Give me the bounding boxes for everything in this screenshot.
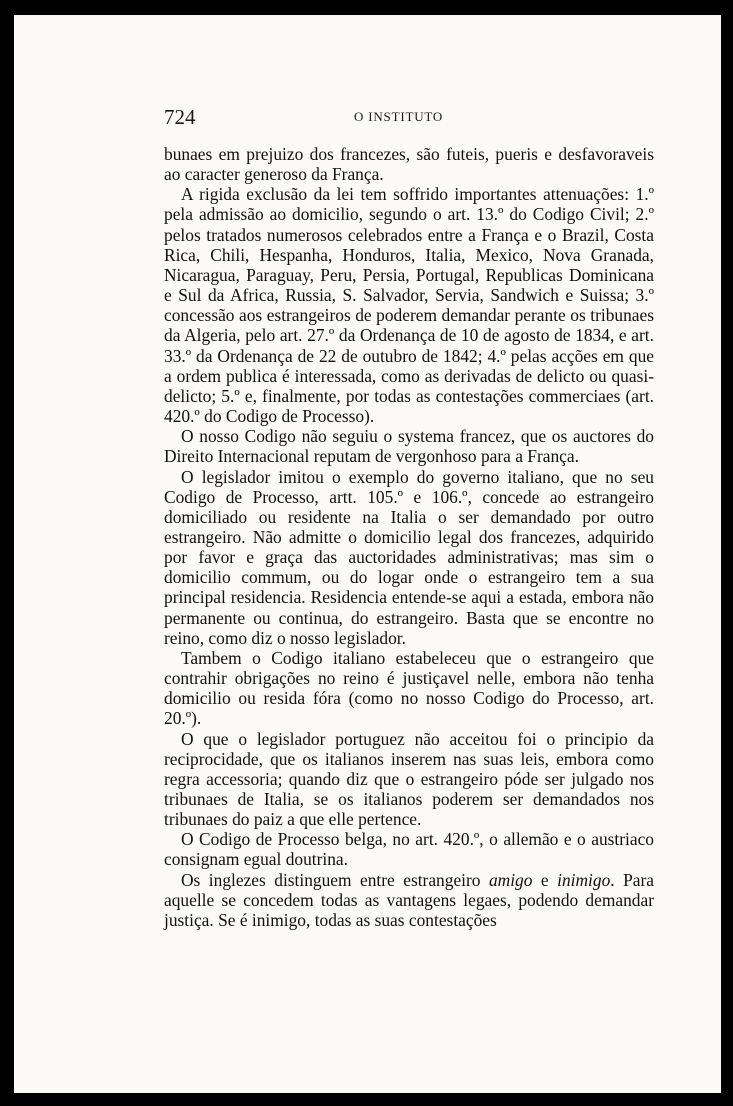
paragraph-1: bunaes em prejuizo dos francezes, são futeis, pueris e desfavoraveis ao caracter generoso da França. bbox=[164, 144, 654, 185]
page-number: 724 bbox=[164, 105, 196, 129]
book-page bbox=[14, 15, 721, 1093]
term-inimigo: inimigo bbox=[557, 869, 611, 890]
paragraph-8-before: Os inglezes distinguem entre estrangeiro bbox=[181, 869, 489, 890]
paragraph-4: O legislador imitou o exemplo do governo italiano, que no seu Codigo de Processo, artt. 105.º e 106.º, concede ao estrangeiro domiciliado ou residente na Italia o ser demandado por outro estrangeiro. Não admitte o domicilio legal dos francezes, adquirido por favor e graça das auctoridades administrativas; mas sim o domicilio commum, ou do logar onde o estrangeiro tem a sua principal residencia. Residencia entende-se aqui a estada, embora não permanente ou continua, do estrangeiro. Basta que se encontre no reino, como diz o nosso legislador. bbox=[164, 466, 654, 648]
paragraph-8 bbox=[164, 870, 654, 930]
page-header bbox=[164, 105, 654, 135]
paragraph-8-after: . Para aquelle se concedem todas as vantagens legaes, podendo demandar justiça. Se é inimigo, todas as suas contestações bbox=[164, 869, 654, 930]
running-title: O INSTITUTO bbox=[354, 109, 444, 124]
paragraph-6: O que o legislador portuguez não acceitou foi o principio da reciprocidade, que os italianos inserem nas suas leis, embora como regra accessoria; quando diz que o estrangeiro póde ser julgado nos tribunaes de Italia, se os italianos poderem ser demandados nos tribunaes do paiz a que elle pertence. bbox=[164, 728, 654, 830]
body-text bbox=[164, 144, 654, 930]
paragraph-7: O Codigo de Processo belga, no art. 420.º, o allemão e o austriaco consignam egual doutrina. bbox=[164, 829, 654, 870]
paragraph-5: Tambem o Codigo italiano estabeleceu que o estrangeiro que contrahir obrigações no reino é justiçavel nelle, embora não tenha domicilio ou resida fóra (como no nosso Codigo do Processo, art. 20.º). bbox=[164, 647, 654, 729]
paragraph-2: A rigida exclusão da lei tem soffrido importantes attenuações: 1.º pela admissão ao domicilio, segundo o art. 13.º do Codigo Civil; 2.º pelos tratados numerosos celebrados entre a França e o Brazil, Costa Rica, Chili, Hespanha, Honduros, Italia, Mexico, Nova Granada, Nicaragua, Paraguay, Peru, Persia, Portugal, Republicas Dominicana e Sul da Africa, Russia, S. Salvador, Servia, Sandwich e Suissa; 3.º concessão aos estrangeiros de poderem demandar perante os tribunaes da Algeria, pelo art. 27.º da Ordenança de 10 de agosto de 1834, e art. 33.º da Ordenança de 22 de outubro de 1842; 4.º pelas acções em que a ordem publica é interessada, como as derivadas de delicto ou quasi-delicto; 5.º e, finalmente, por todas as contestações commerciaes (art. 420.º do Codigo de Processo). bbox=[164, 184, 654, 427]
paragraph-8-connector: e bbox=[532, 869, 558, 890]
paragraph-3: O nosso Codigo não seguiu o systema francez, que os auctores do Direito Internacional reputam de vergonhoso para a França. bbox=[164, 426, 654, 467]
term-amigo: amigo bbox=[488, 869, 533, 890]
